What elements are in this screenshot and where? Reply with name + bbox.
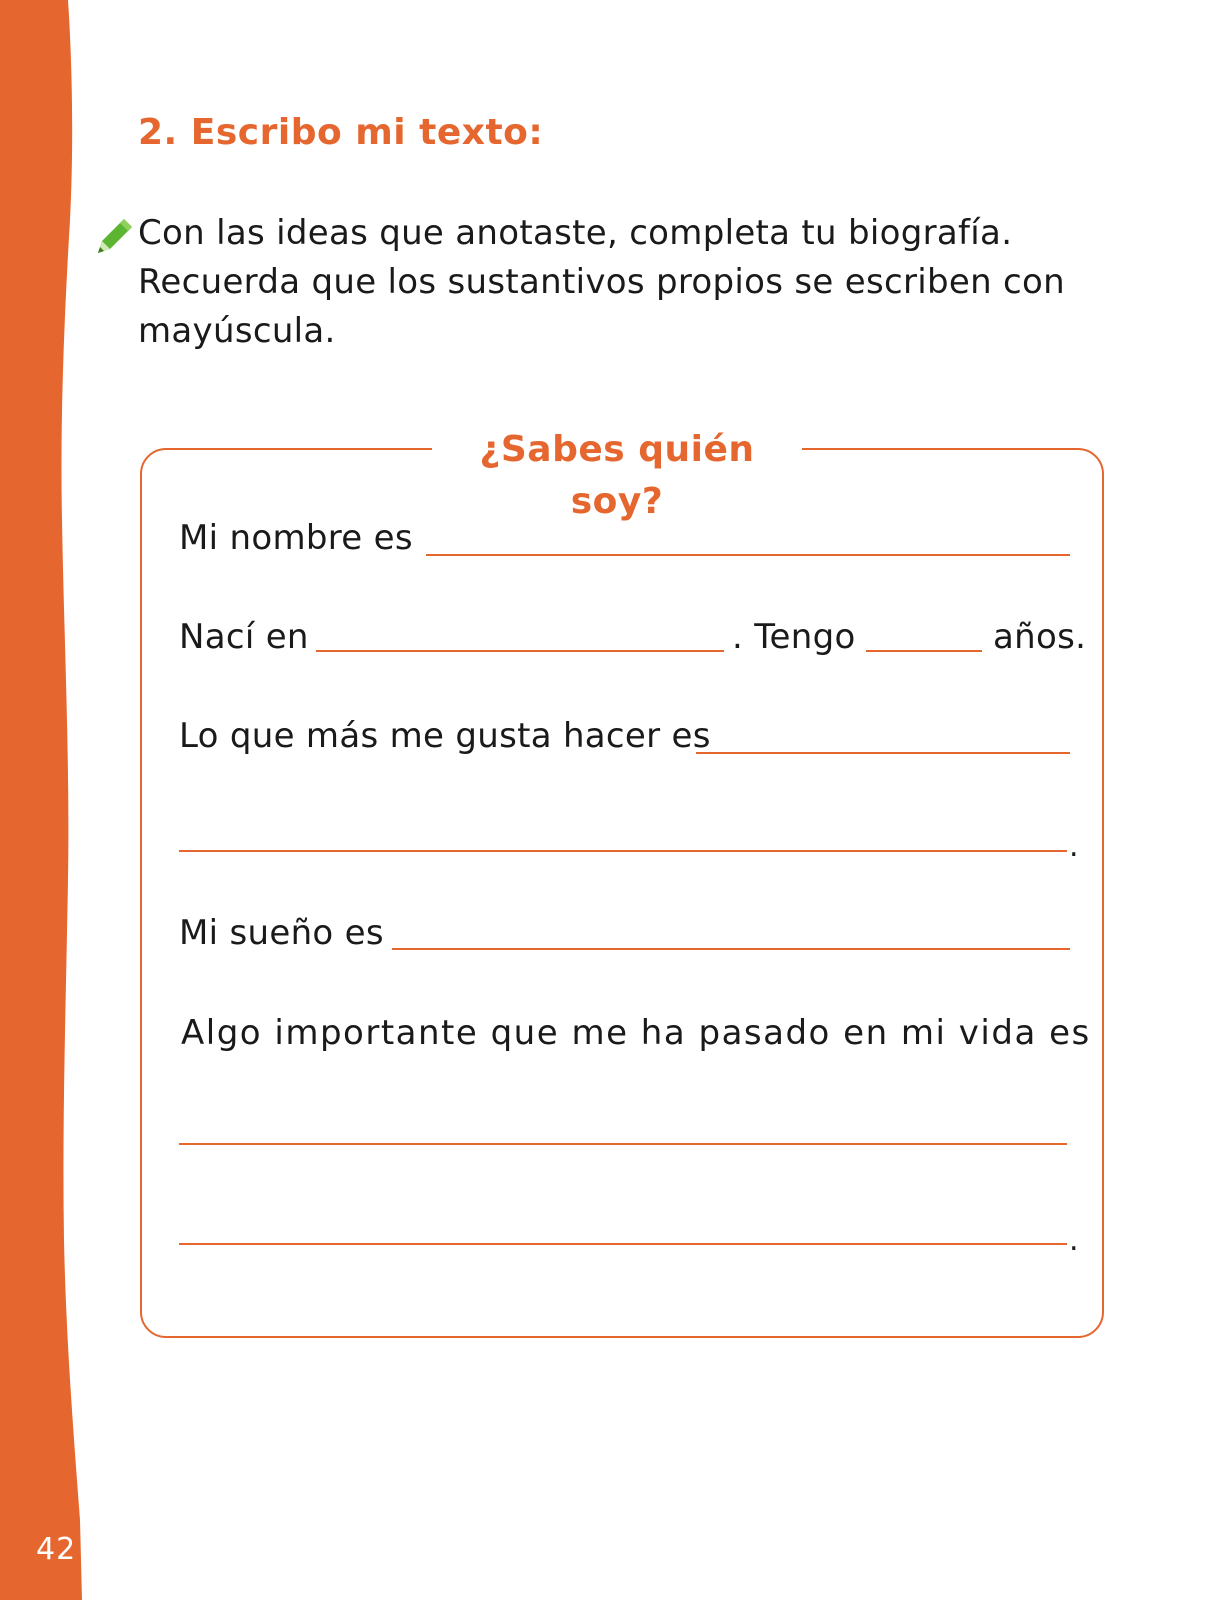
name-label: Mi nombre es	[179, 518, 413, 558]
important-event-blank-line-2[interactable]	[179, 1243, 1067, 1245]
likes-label: Lo que más me gusta hacer es	[179, 716, 711, 756]
likes-blank-line-1[interactable]	[696, 752, 1070, 754]
biography-form-frame	[140, 448, 1104, 1338]
birthplace-blank-line[interactable]	[316, 650, 724, 652]
instructions-line-1: Con las ideas que anotaste, completa tu biografía.	[138, 213, 1013, 253]
age-blank-line[interactable]	[866, 650, 982, 652]
born-label: Nací en	[179, 617, 309, 657]
name-blank-line[interactable]	[426, 554, 1070, 556]
age-prefix-label: . Tengo	[732, 617, 856, 657]
dream-blank-line[interactable]	[392, 948, 1070, 950]
instructions-line-3: mayúscula.	[138, 311, 336, 351]
likes-period: .	[1069, 829, 1079, 864]
orange-side-band	[0, 0, 100, 1600]
section-title: 2. Escribo mi texto:	[138, 112, 544, 153]
age-suffix-label: años.	[993, 617, 1087, 657]
important-event-blank-line-1[interactable]	[179, 1143, 1067, 1145]
likes-blank-line-2[interactable]	[179, 850, 1067, 852]
form-title: ¿Sabes quién soy?	[432, 424, 802, 476]
instructions-text	[138, 209, 1065, 356]
pencil-icon	[94, 215, 136, 257]
important-event-period: .	[1069, 1223, 1079, 1258]
dream-label: Mi sueño es	[179, 913, 384, 953]
page-number: 42	[36, 1532, 77, 1567]
instructions-line-2: Recuerda que los sustantivos propios se escriben con	[138, 262, 1065, 302]
important-event-label: Algo importante que me ha pasado en mi vida es	[181, 1013, 1091, 1053]
